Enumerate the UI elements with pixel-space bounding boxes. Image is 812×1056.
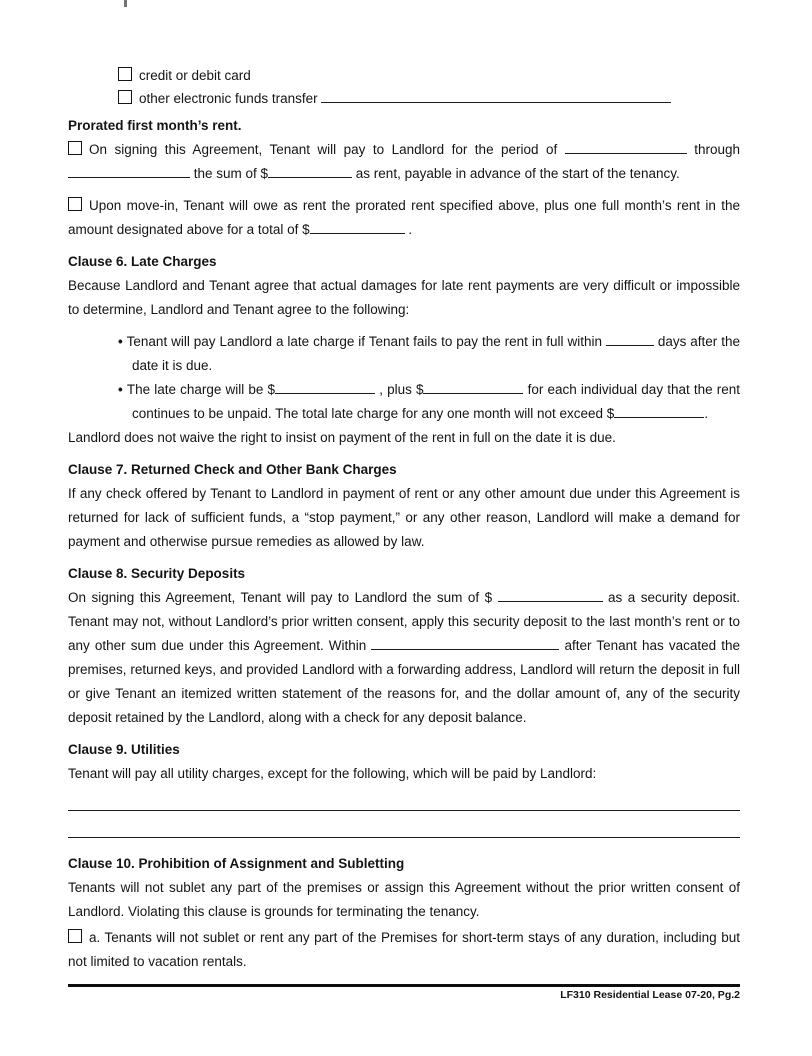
text-run: , plus $: [375, 382, 424, 397]
text-run: Tenants will not sublet any part of the premises or assign this Agreement without the prior written consent of Landlord. Violating this clause is grounds for terminating the tenancy.: [68, 880, 740, 919]
para-clause-9: [68, 762, 740, 786]
text-run: through: [686, 142, 740, 157]
text-run: On signing this Agreement, Tenant will pay to Landlord the sum of $: [68, 590, 498, 605]
para-upon-move-in-checkbox[interactable]: [68, 197, 82, 211]
heading-clause-6: Clause 6. Late Charges: [68, 254, 217, 269]
heading-clause-10: Clause 10. Prohibition of Assignment and Subletting: [68, 856, 405, 871]
bullet-late-charge-amount: [118, 378, 740, 426]
text-run: a. Tenants will not sublet or rent any part of the Premises for short-term stays of any duration, including but not limited to vacation rentals.: [68, 930, 740, 969]
bullet-late-charge-days: [118, 330, 740, 378]
option-other-electronic-funds-transfer: [118, 87, 740, 110]
text-run: after Tenant has vacated the premises, returned keys, and provided Landlord with a forwarding address, Landlord will return the deposit in full or give Tenant an itemized written statement of the reasons for, and the dollar amount of, any of the security deposit retained by the Landlord, along with a check for any deposit balance.: [68, 638, 740, 725]
footer-rule: [68, 984, 740, 987]
heading-prorated-first-months-rent: Prorated first month’s rent.: [68, 118, 242, 133]
text-run: On signing this Agreement, Tenant will pay to Landlord for the period of: [89, 142, 565, 157]
text-run: .: [704, 406, 709, 421]
option-credit-or-debit-card: [118, 64, 740, 87]
heading-clause-8: Clause 8. Security Deposits: [68, 566, 246, 581]
heading-clause-9: Clause 9. Utilities: [68, 742, 180, 757]
move-in-total-blank[interactable]: [310, 218, 405, 234]
scan-artifact-mark: [124, 0, 127, 7]
text-run: credit or debit card: [139, 68, 251, 83]
text-run: days after the date it is due.: [132, 334, 740, 373]
para-prorated-on-signing: [68, 138, 740, 186]
prorated-rent-amount-blank[interactable]: [268, 162, 352, 178]
para-no-waiver: [68, 426, 740, 450]
late-charge-days-blank[interactable]: [606, 330, 654, 346]
text-run: as a security deposit. Tenant may not, without Landlord’s prior written consent, apply this security deposit to the last month’s rent or to any other sum due under this Agreement. Within: [68, 590, 740, 653]
utilities-exception-line-1[interactable]: [68, 808, 740, 811]
heading-clause-7: Clause 7. Returned Check and Other Bank Charges: [68, 462, 397, 477]
text-run: Tenant will pay Landlord a late charge if Tenant fails to pay the rent in full within: [126, 334, 606, 349]
deposit-return-window-blank[interactable]: [371, 634, 559, 650]
para-clause-10a-checkbox[interactable]: [68, 929, 82, 943]
option-credit-or-debit-card-checkbox[interactable]: [118, 67, 132, 81]
late-charge-max-blank[interactable]: [614, 402, 704, 418]
para-clause-7: [68, 482, 740, 554]
document-content: [68, 64, 740, 982]
para-upon-move-in: [68, 194, 740, 242]
text-run: If any check offered by Tenant to Landlord in payment of rent or any other amount due under this Agreement is returned for lack of sufficient funds, a “stop payment,” or any other reason, Landlord will make a demand for payment and otherwise pursue remedies as allowed by law.: [68, 486, 740, 549]
other-eft-detail-blank[interactable]: [321, 87, 671, 103]
security-deposit-amount-blank[interactable]: [498, 586, 603, 602]
text-run: Landlord does not waive the right to insist on payment of the rent in full on the date it is due.: [68, 430, 616, 445]
para-prorated-on-signing-checkbox[interactable]: [68, 141, 82, 155]
text-run: other electronic funds transfer: [139, 91, 322, 106]
text-run: as rent, payable in advance of the start of the tenancy.: [352, 166, 680, 181]
text-run: for each individual day that the rent continues to be unpaid. The total late charge for any one month will not exceed $: [132, 382, 740, 421]
prorated-period-end-blank[interactable]: [68, 162, 190, 178]
late-charge-daily-blank[interactable]: [423, 378, 523, 394]
option-other-electronic-funds-transfer-checkbox[interactable]: [118, 90, 132, 104]
text-run: Because Landlord and Tenant agree that actual damages for late rent payments are very difficult or impossible to determine, Landlord and Tenant agree to the following:: [68, 278, 740, 317]
text-run: Tenant will pay all utility charges, except for the following, which will be paid by Landlord:: [68, 766, 597, 781]
para-clause-10a: [68, 926, 740, 974]
late-charge-base-blank[interactable]: [275, 378, 375, 394]
text-run: the sum of $: [190, 166, 269, 181]
page-footer: [68, 984, 740, 1002]
bullet-icon: •: [118, 334, 127, 349]
prorated-period-start-blank[interactable]: [565, 138, 687, 154]
para-clause-6-intro: [68, 274, 740, 322]
para-clause-10: [68, 876, 740, 924]
utilities-exception-line-2[interactable]: [68, 835, 740, 838]
bullet-icon: •: [118, 382, 127, 397]
text-run: Upon move-in, Tenant will owe as rent the prorated rent specified above, plus one full month’s rent in the amount designated above for a total of $: [68, 198, 740, 237]
footer-form-id: LF310 Residential Lease 07-20, Pg.2: [560, 989, 740, 1001]
text-run: The late charge will be $: [126, 382, 276, 397]
text-run: .: [404, 222, 413, 237]
para-clause-8: [68, 586, 740, 730]
